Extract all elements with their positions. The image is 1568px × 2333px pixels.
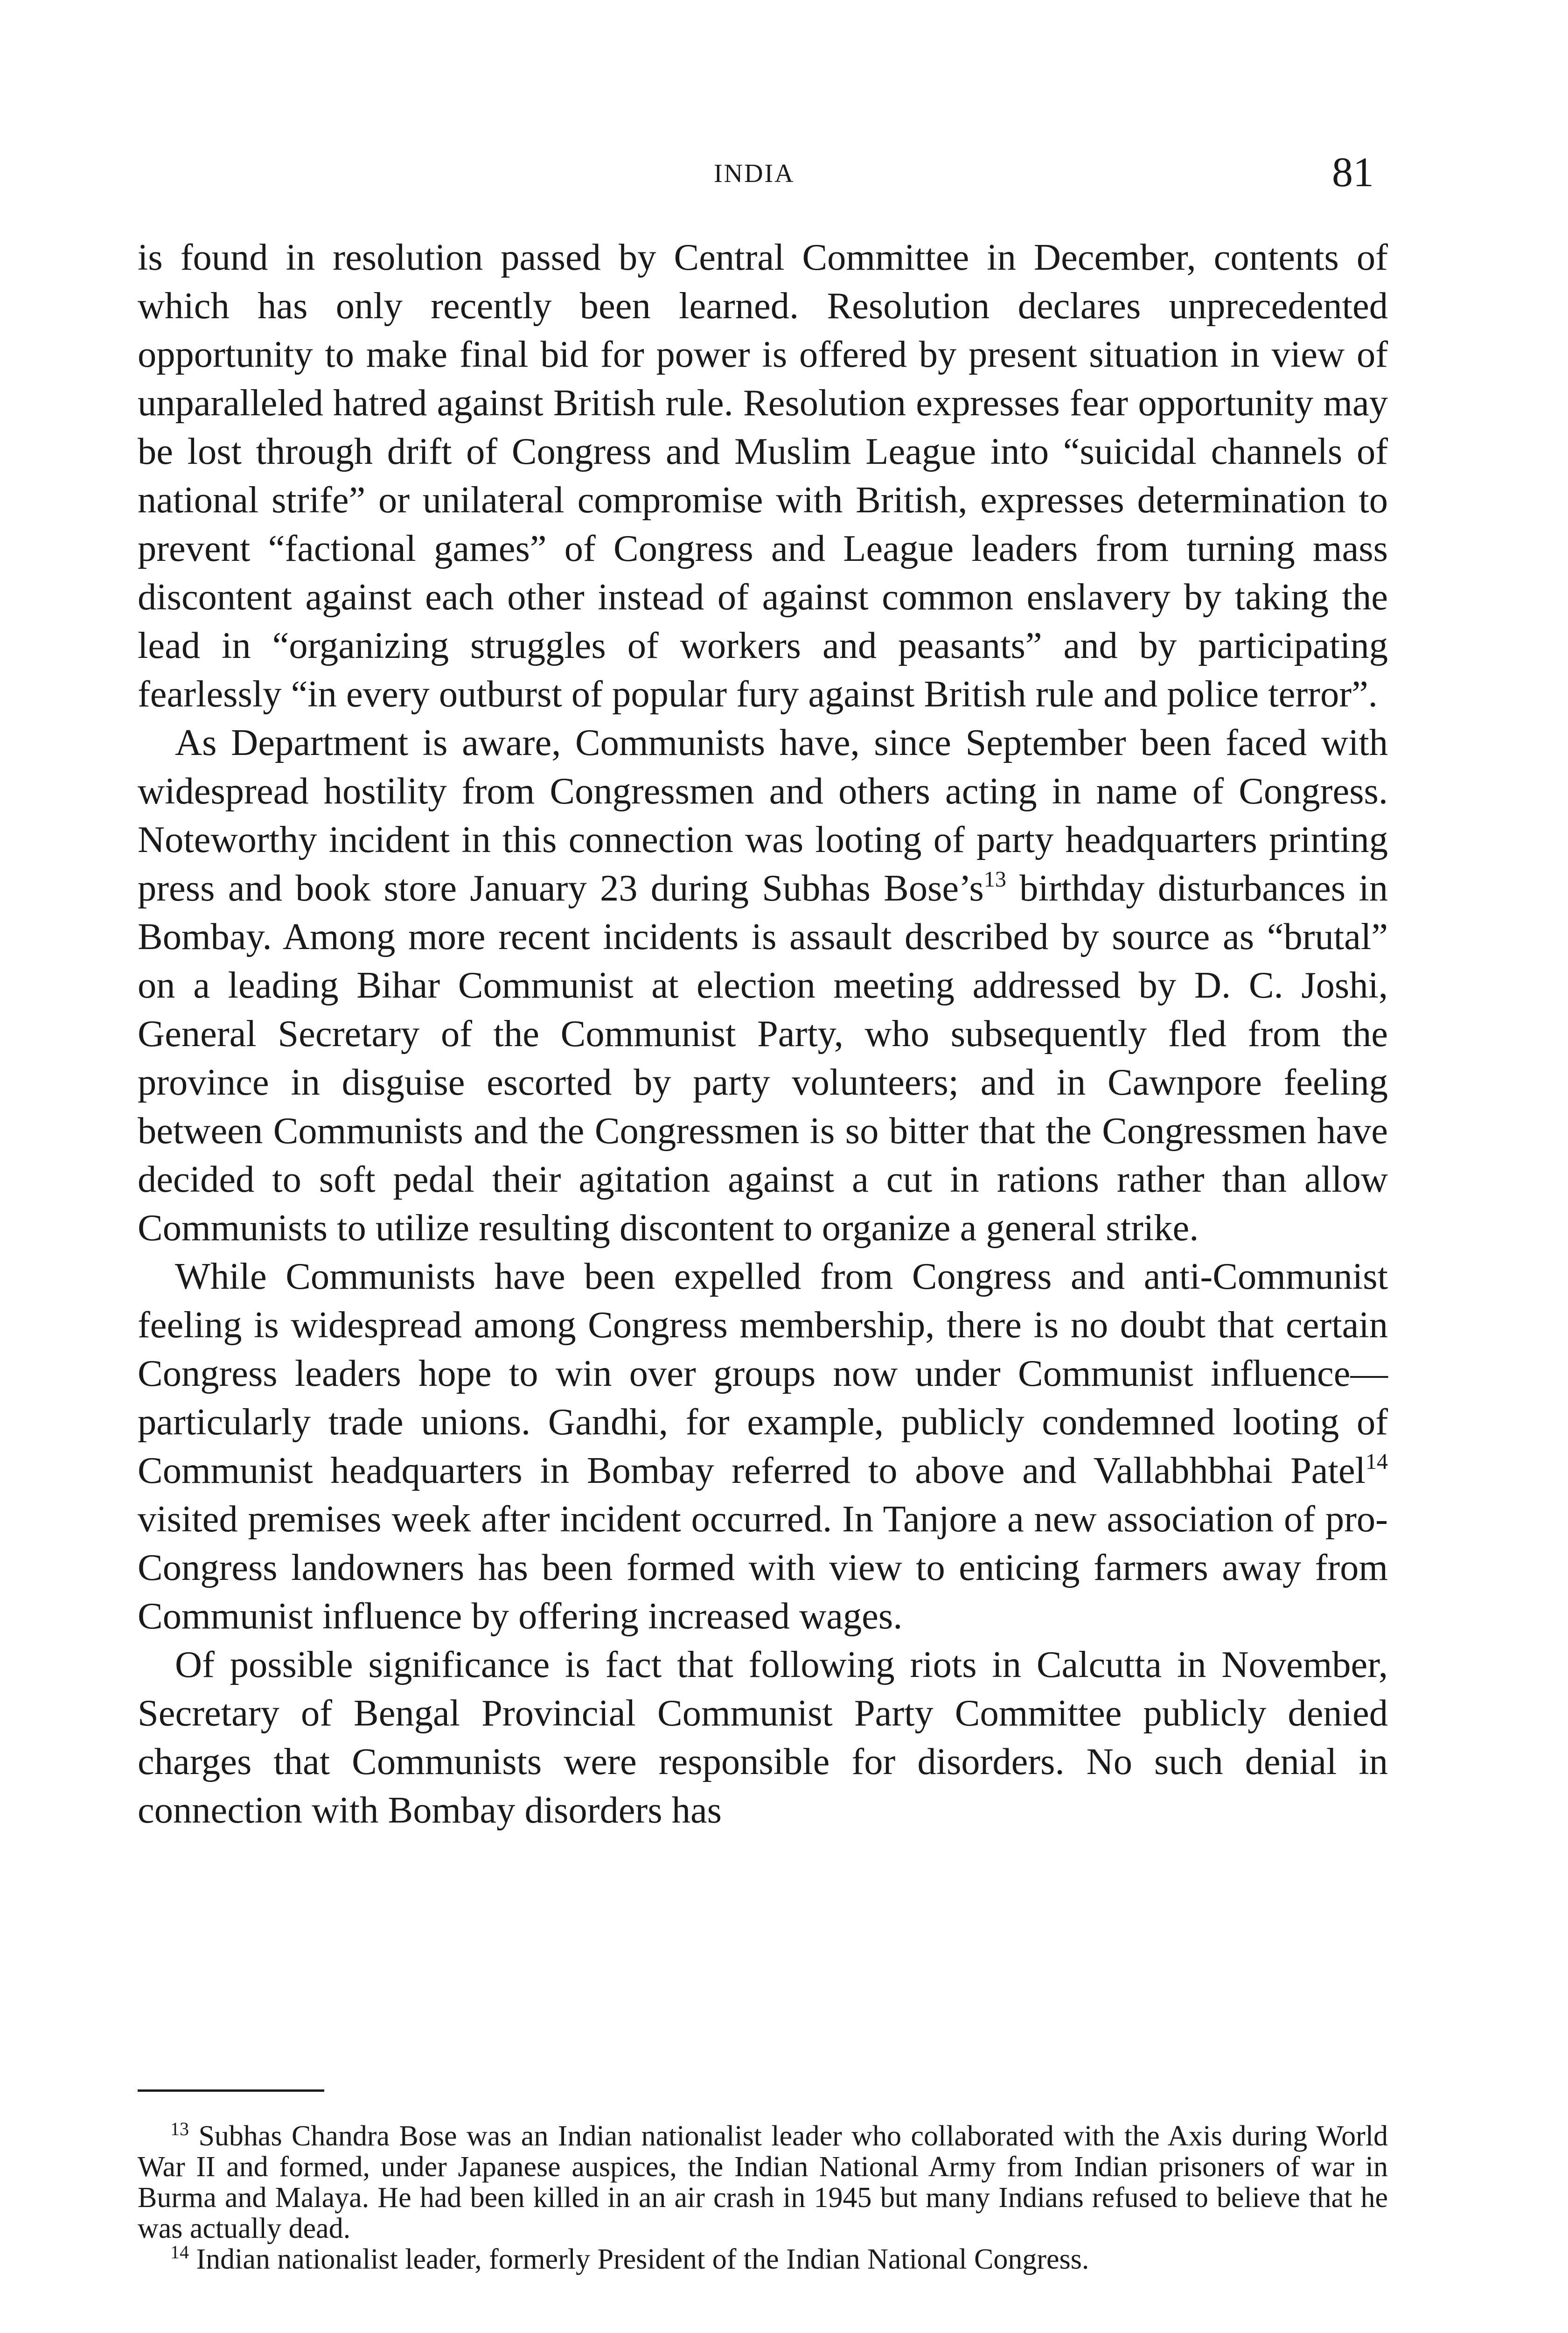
- footnote-reference-13: 13: [983, 867, 1006, 892]
- page-number: 81: [1332, 149, 1374, 196]
- footnote-marker: 14: [170, 2242, 189, 2263]
- paragraph-text: Of possible significance is fact that following riots in Calcutta in November, Secretary of Bengal Provincial Communist Party Committee publicly denied charges that Communists were responsible for disorders. No such denial in connection with Bombay disorders has: [138, 1644, 1388, 1831]
- footnote-text: Subhas Chandra Bose was an Indian nationalist leader who collaborated with the Axis during World War II and formed, under Japanese auspices, the Indian National Army from Indian prisoners of war in Burma and Malaya. He had been killed in an air crash in 1945 but many Indians refused to believe that he was actually dead.: [138, 2120, 1388, 2244]
- body-text: [138, 233, 1388, 1835]
- paragraph-text: is found in resolution passed by Central Committee in December, contents of which has only recently been learned. Resolution declares unprecedented opportunity to make final bid for power is offered by present situation in view of unparalleled hatred against British rule. Resolution expresses fear opportunity may be lost through drift of Congress and Muslim League into “suicidal channels of national strife” or unilateral compromise with British, expresses determination to prevent “factional games” of Congress and League leaders from turning mass discontent against each other instead of against common enslavery by taking the lead in “organizing struggles of workers and peasants” and by participating fearlessly “in every outburst of popular fury against British rule and police terror”.: [138, 237, 1388, 715]
- paragraph-text: birthday disturbances in Bombay. Among more recent incidents is assault described by source as “brutal” on a leading Bihar Communist at election meeting addressed by D. C. Joshi, General Secretary of the Communist Party, who subsequently fled from the province in disguise escorted by party volunteers; and in Cawnpore feeling between Communists and the Congressmen is so bitter that the Congressmen have decided to soft pedal their agitation against a cut in rations rather than allow Communists to utilize resulting discontent to organize a general strike.: [138, 867, 1388, 1249]
- footnote-divider: [138, 2089, 324, 2092]
- paragraph-continued: [138, 233, 1388, 719]
- paragraph-text: As Department is aware, Communists have, since September been faced with widespread hostility from Congressmen and others acting in name of Congress. Noteworthy incident in this connection was looting of party headquarters printing press and book store January 23 during Subhas Bose’s: [138, 722, 1388, 909]
- paragraph-calcutta-riots: [138, 1641, 1388, 1835]
- paragraph-congress-leaders: [138, 1252, 1388, 1641]
- footnotes: [138, 2118, 1388, 2275]
- footnote-14: [138, 2244, 1388, 2275]
- footnote-reference-14: 14: [1366, 1449, 1388, 1474]
- paragraph-text: While Communists have been expelled from Congress and anti-Communist feeling is widespread among Congress membership, there is no doubt that certain Congress leaders hope to win over groups now under Communist influence—particularly trade unions. Gandhi, for example, publicly condemned looting of Communist headquarters in Bombay referred to above and Vallabhbhai Patel: [138, 1256, 1388, 1491]
- paragraph-communist-hostility: [138, 719, 1388, 1252]
- paragraph-text: visited premises week after incident occurred. In Tanjore a new association of pro-Congress landowners has been formed with view to enticing farmers away from Communist influence by offering increased wages.: [138, 1498, 1388, 1637]
- running-head: [0, 148, 1568, 195]
- footnote-text: Indian nationalist leader, formerly President of the Indian National Congress.: [189, 2243, 1089, 2275]
- running-title: INDIA: [714, 159, 795, 188]
- footnote-13: [138, 2118, 1388, 2244]
- footnote-marker: 13: [170, 2118, 189, 2139]
